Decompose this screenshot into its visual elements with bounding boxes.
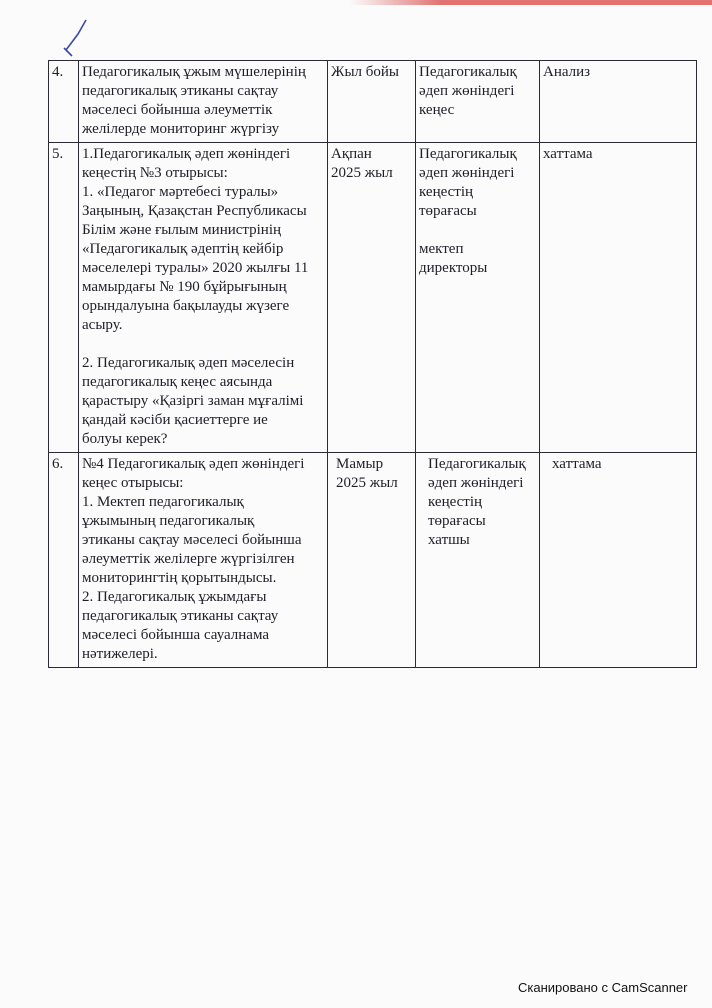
cell-line: №4 Педагогикалық әдеп жөніндегі [82,456,305,472]
responsible-cell [416,61,540,143]
event-cell [79,453,328,668]
cell-line: «Педагогикалық әдептің кейбір [82,241,284,257]
cell-line: Педагогикалық [419,146,517,162]
responsible-cell [416,453,540,668]
cell-line: Педагогикалық [419,64,517,80]
cell-line: болуы керек? [82,431,168,447]
cell-line: мәселесі бойынша әлеуметтік [82,102,273,118]
cell-line: әдеп жөніндегі [419,165,515,181]
responsible-cell [416,143,540,453]
event-plan-table [48,60,697,668]
date-cell [328,61,416,143]
cell-line: 1.Педагогикалық әдеп жөніндегі [82,146,291,162]
cell-line: кеңес [419,102,455,118]
cell-line: кеңестің [419,184,474,200]
cell-line: орындалуына бақылауды жүзеге [82,298,290,314]
cell-line: директоры [419,260,488,276]
blank-line [419,221,536,240]
cell-line: Жыл бойы [331,64,399,80]
table-row [49,143,697,453]
cell-line: мәселелері туралы» 2020 жылғы 11 [82,260,309,276]
scanner-watermark: Сканировано с CamScanner [518,980,688,995]
cell-line: Педагогикалық [428,456,526,472]
event-cell [79,61,328,143]
row-number [49,61,79,143]
cell-line: 2. Педагогикалық әдеп мәселесін [82,355,295,371]
cell-line: этиканы сақтау мәселесі бойынша [82,532,302,548]
cell-line: педагогикалық кеңес аясында [82,374,273,390]
result-cell [540,453,697,668]
cell-line: әлеуметтік желілерге жүргізілген [82,551,295,567]
cell-line: хаттама [552,456,602,472]
result-cell [540,61,697,143]
cell-line: ұжымының педагогикалық [82,513,255,529]
row-number [49,453,79,668]
cell-line: әдеп жөніндегі [419,83,515,99]
cell-line: қандай кәсіби қасиеттерге ие [82,412,268,428]
date-cell [328,143,416,453]
cell-line: қарастыру «Қазіргі заман мұғалімі [82,393,304,409]
row-number-text: 4. [52,64,64,80]
cell-line: мектеп [419,241,464,257]
cell-line: төрағасы [428,513,486,529]
cell-line: кеңестің №3 отырысы: [82,165,228,181]
cell-line: 2. Педагогикалық ұжымдағы [82,589,267,605]
table-row [49,61,697,143]
cell-line: әдеп жөніндегі [428,475,524,491]
row-number [49,143,79,453]
cell-line: Анализ [543,64,591,80]
blank-line [82,335,324,354]
cell-line: педагогикалық этиканы сақтау [82,83,279,99]
cell-line: 2025 жыл [331,165,393,181]
row-number-text: 6. [52,456,64,472]
event-cell [79,143,328,453]
cell-line: мәселесі бойынша сауалнама [82,627,270,643]
date-cell [328,453,416,668]
cell-line: асыру. [82,317,123,333]
cell-line: педагогикалық этиканы сақтау [82,608,279,624]
cell-line: кеңес отырысы: [82,475,184,491]
result-cell [540,143,697,453]
cell-line: мониторингтің қорытындысы. [82,570,277,586]
cell-line: төрағасы [419,203,477,219]
cell-line: Ақпан [331,146,372,162]
cell-line: хатшы [428,532,470,548]
cell-line: Мамыр [336,456,384,472]
row-number-text: 5. [52,146,64,162]
cell-line: 1. Мектеп педагогикалық [82,494,244,510]
cell-line: мамырдағы № 190 бұйрығының [82,279,287,295]
cell-line: 1. «Педагог мәртебесі туралы» [82,184,279,200]
cell-line: Білім және ғылым министрінің [82,222,282,238]
cell-line: хаттама [543,146,593,162]
cell-line: Заңының, Қазақстан Республикасы [82,203,307,219]
red-stamp-edge [350,0,712,5]
cell-line: 2025 жыл [336,475,398,491]
pen-stroke-mark [56,18,96,62]
cell-line: кеңестің [428,494,483,510]
cell-line: желілерде мониторинг жүргізу [82,121,280,137]
table-row [49,453,697,668]
cell-line: нәтижелері. [82,646,158,662]
cell-line: Педагогикалық ұжым мүшелерінің [82,64,306,80]
